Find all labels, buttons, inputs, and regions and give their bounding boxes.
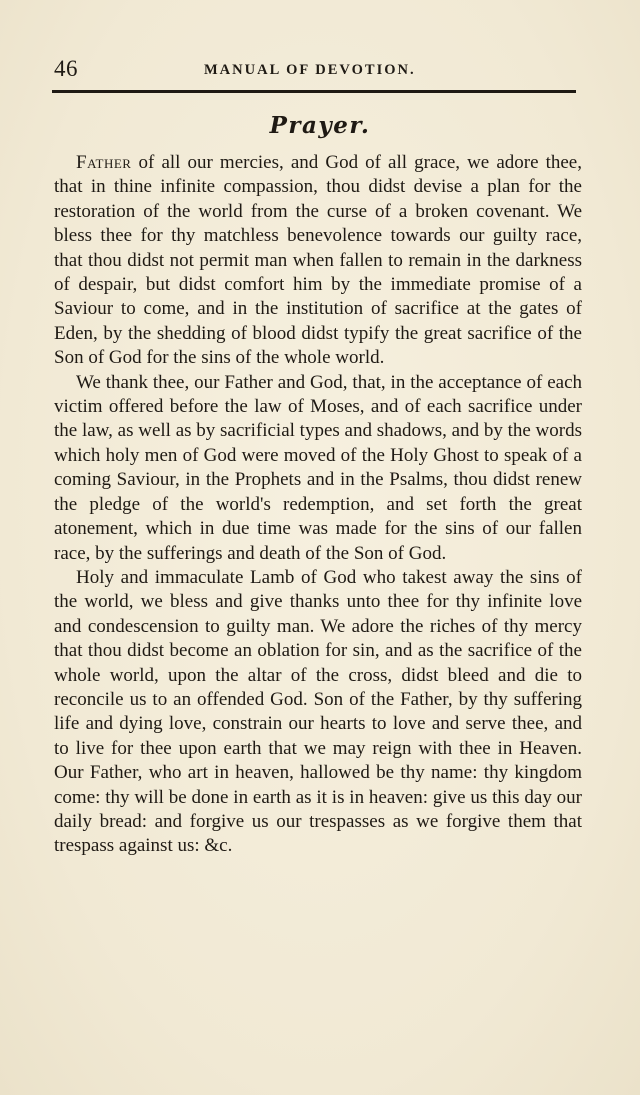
paragraph-1	[54, 151, 582, 371]
paragraph-2: We thank thee, our Father and God, that, in the acceptance of each victim offered before the law of Moses, and of each sacrifice under the law, as well as by sacrificial types and shadows, and by the words which holy men of God were moved of the Holy Ghost to speak of a coming Saviour, in the Prophets and in the Psalms, thou didst renew the pledge of the world's redemption, and set forth the great atonement, which in due time was made for the sins of our fallen race, by the sufferings and death of the Son of God.	[54, 371, 582, 564]
page-number: 46	[54, 56, 78, 81]
running-head: MANUAL OF DEVOTION.	[204, 62, 416, 78]
paragraph-1-text: of all our mercies, and God of all grace, we adore thee, that in thine infinite compassion, thou didst devise a plan for the restoration of the world from the curse of a broken covenant. We bless thee for thy matchless benevolence towards our guilty race, that thou didst not permit man when fallen to remain in the darkness of despair, but didst comfort him by the immediate promise of a Saviour to come, and in the institution of sacrifice at the gates of Eden, by the shedding of blood didst typify the great sacrifice of the Son of God for the sins of the whole world.	[54, 152, 582, 369]
page-header	[52, 54, 580, 86]
paragraph-lead-word: Father	[76, 152, 132, 173]
header-rule	[52, 90, 576, 93]
paragraph-3: Holy and immaculate Lamb of God who takest away the sins of the world, we bless and give thanks unto thee for thy infinite love and condescension to guilty man. We adore the riches of thy mercy that thou didst become an oblation for sin, and as the sacrifice of the whole world, upon the altar of the cross, didst bleed and die to reconcile us to an offended God. Son of the Father, by thy suffering life and dying love, constrain our hearts to love and serve thee, and to live for thee upon earth that we may reign with thee in Heaven. Our Father, who art in heaven, hallowed be thy name: thy kingdom come: thy will be done in earth as it is in heaven: give us this day our daily bread: and forgive us our trespasses as we forgive them that trespass against us: &c.	[54, 566, 582, 857]
section-title: Prayer.	[269, 112, 371, 139]
prayer-text	[54, 151, 582, 859]
